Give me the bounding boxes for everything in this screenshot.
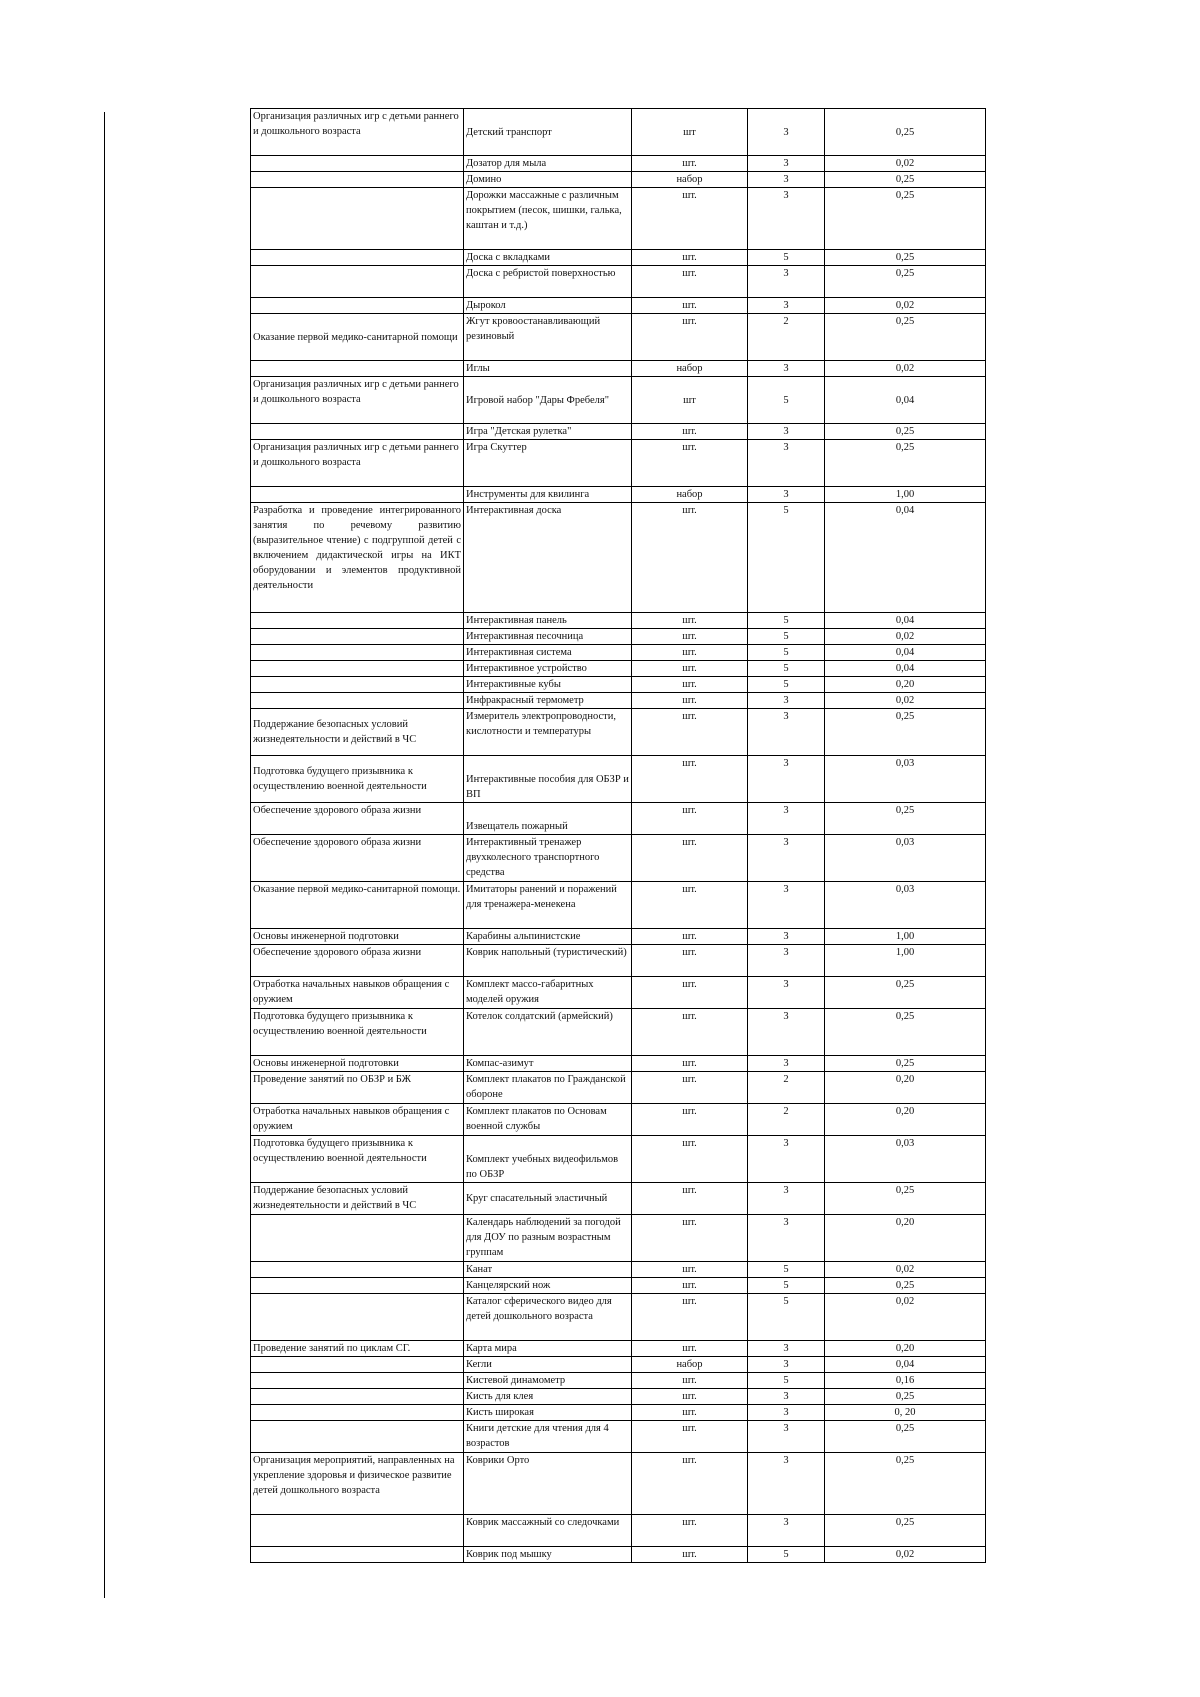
norm-cell: 0,02 xyxy=(825,1547,986,1563)
unit-cell: шт. xyxy=(632,1515,748,1547)
item-cell: Кисть для клея xyxy=(464,1389,632,1405)
qty-cell: 3 xyxy=(748,1215,825,1262)
table-row xyxy=(251,1183,986,1215)
unit-cell: шт. xyxy=(632,424,748,440)
table-row xyxy=(251,361,986,377)
unit-cell: шт. xyxy=(632,977,748,1009)
unit-cell: шт. xyxy=(632,945,748,977)
norm-cell: 0,25 xyxy=(825,440,986,487)
table-row xyxy=(251,613,986,629)
activity-cell: Обеспечение здорового образа жизни xyxy=(251,835,464,882)
item-cell: Интерактивная панель xyxy=(464,613,632,629)
item-cell: Комплект учебных видеофильмов по ОБЗР xyxy=(464,1136,632,1183)
table-row xyxy=(251,661,986,677)
qty-cell: 3 xyxy=(748,361,825,377)
activity-cell xyxy=(251,613,464,629)
norm-cell: 1,00 xyxy=(825,945,986,977)
activity-cell xyxy=(251,1373,464,1389)
item-cell: Извещатель пожарный xyxy=(464,803,632,835)
item-cell: Доска с вкладками xyxy=(464,250,632,266)
norm-cell: 0,20 xyxy=(825,1104,986,1136)
activity-cell xyxy=(251,424,464,440)
unit-cell: шт. xyxy=(632,1072,748,1104)
item-cell: Игровой набор "Дары Фребеля" xyxy=(464,377,632,424)
unit-cell: шт. xyxy=(632,882,748,929)
norm-cell: 0,25 xyxy=(825,1421,986,1453)
unit-cell: шт. xyxy=(632,314,748,361)
unit-cell: шт. xyxy=(632,250,748,266)
activity-cell: Поддержание безопасных условий жизнедеятельности и действий в ЧС xyxy=(251,1183,464,1215)
table-row xyxy=(251,266,986,298)
table-row xyxy=(251,1056,986,1072)
activity-cell: Подготовка будущего призывника к осуществлению военной деятельности xyxy=(251,1009,464,1056)
table-row xyxy=(251,1515,986,1547)
activity-cell xyxy=(251,1294,464,1341)
qty-cell: 3 xyxy=(748,1341,825,1357)
activity-cell: Поддержание безопасных условий жизнедеятельности и действий в ЧС xyxy=(251,709,464,756)
qty-cell: 2 xyxy=(748,1104,825,1136)
equipment-table xyxy=(250,108,986,1563)
unit-cell: шт. xyxy=(632,629,748,645)
qty-cell: 3 xyxy=(748,929,825,945)
qty-cell: 3 xyxy=(748,1056,825,1072)
table-row xyxy=(251,1262,986,1278)
item-cell: Игра "Детская рулетка" xyxy=(464,424,632,440)
norm-cell: 0,25 xyxy=(825,314,986,361)
unit-cell: набор xyxy=(632,361,748,377)
table-row xyxy=(251,1072,986,1104)
activity-cell xyxy=(251,487,464,503)
qty-cell: 2 xyxy=(748,314,825,361)
table-row xyxy=(251,314,986,361)
table-row xyxy=(251,629,986,645)
unit-cell: шт. xyxy=(632,1215,748,1262)
unit-cell: шт. xyxy=(632,188,748,250)
item-cell: Календарь наблюдений за погодой для ДОУ по разным возрастным группам xyxy=(464,1215,632,1262)
unit-cell: шт. xyxy=(632,661,748,677)
unit-cell: шт. xyxy=(632,803,748,835)
activity-cell: Оказание первой медико-санитарной помощи. xyxy=(251,882,464,929)
norm-cell: 0,25 xyxy=(825,1453,986,1515)
norm-cell: 1,00 xyxy=(825,487,986,503)
table-row xyxy=(251,882,986,929)
table-row xyxy=(251,1136,986,1183)
activity-cell xyxy=(251,661,464,677)
norm-cell: 0,25 xyxy=(825,188,986,250)
qty-cell: 3 xyxy=(748,977,825,1009)
norm-cell: 1,00 xyxy=(825,929,986,945)
item-cell: Интерактивный тренажер двухколесного транспортного средства xyxy=(464,835,632,882)
unit-cell: шт. xyxy=(632,1341,748,1357)
norm-cell: 0,03 xyxy=(825,835,986,882)
qty-cell: 3 xyxy=(748,487,825,503)
item-cell: Котелок солдатский (армейский) xyxy=(464,1009,632,1056)
activity-cell: Организация различных игр с детьми раннего и дошкольного возраста xyxy=(251,377,464,424)
qty-cell: 3 xyxy=(748,298,825,314)
item-cell: Дырокол xyxy=(464,298,632,314)
activity-cell xyxy=(251,1278,464,1294)
norm-cell: 0,25 xyxy=(825,1389,986,1405)
norm-cell: 0,25 xyxy=(825,709,986,756)
qty-cell: 3 xyxy=(748,266,825,298)
norm-cell: 0,04 xyxy=(825,1357,986,1373)
qty-cell: 3 xyxy=(748,1183,825,1215)
qty-cell: 5 xyxy=(748,629,825,645)
unit-cell: шт. xyxy=(632,503,748,613)
item-cell: Интерактивное устройство xyxy=(464,661,632,677)
qty-cell: 5 xyxy=(748,1278,825,1294)
activity-cell: Проведение занятий по циклам СГ. xyxy=(251,1341,464,1357)
item-cell: Комплект массо-габаритных моделей оружия xyxy=(464,977,632,1009)
item-cell: Канцелярский нож xyxy=(464,1278,632,1294)
item-cell: Иглы xyxy=(464,361,632,377)
qty-cell: 3 xyxy=(748,1136,825,1183)
activity-cell: Обеспечение здорового образа жизни xyxy=(251,803,464,835)
item-cell: Каталог сферического видео для детей дошкольного возраста xyxy=(464,1294,632,1341)
activity-cell xyxy=(251,629,464,645)
table-row xyxy=(251,1547,986,1563)
unit-cell: шт. xyxy=(632,266,748,298)
qty-cell: 3 xyxy=(748,1405,825,1421)
qty-cell: 5 xyxy=(748,1373,825,1389)
table-row xyxy=(251,1294,986,1341)
activity-cell: Основы инженерной подготовки xyxy=(251,929,464,945)
activity-cell xyxy=(251,156,464,172)
table-row xyxy=(251,1453,986,1515)
item-cell: Коврики Орто xyxy=(464,1453,632,1515)
norm-cell: 0,25 xyxy=(825,1056,986,1072)
qty-cell: 3 xyxy=(748,882,825,929)
item-cell: Игра Скуттер xyxy=(464,440,632,487)
item-cell: Жгут кровоостанавливающий резиновый xyxy=(464,314,632,361)
qty-cell: 3 xyxy=(748,1389,825,1405)
qty-cell: 3 xyxy=(748,803,825,835)
qty-cell: 3 xyxy=(748,1421,825,1453)
table-row xyxy=(251,503,986,613)
activity-cell xyxy=(251,1547,464,1563)
qty-cell: 3 xyxy=(748,709,825,756)
table-row xyxy=(251,1104,986,1136)
qty-cell: 2 xyxy=(748,1072,825,1104)
norm-cell: 0,02 xyxy=(825,1262,986,1278)
qty-cell: 3 xyxy=(748,172,825,188)
norm-cell: 0,04 xyxy=(825,377,986,424)
qty-cell: 5 xyxy=(748,645,825,661)
activity-cell: Отработка начальных навыков обращения с оружием xyxy=(251,977,464,1009)
unit-cell: шт. xyxy=(632,613,748,629)
unit-cell: шт. xyxy=(632,756,748,803)
norm-cell: 0,04 xyxy=(825,661,986,677)
norm-cell: 0,04 xyxy=(825,613,986,629)
unit-cell: шт. xyxy=(632,709,748,756)
unit-cell: шт. xyxy=(632,929,748,945)
item-cell: Дорожки массажные с различным покрытием (песок, шишки, галька, каштан и т.д.) xyxy=(464,188,632,250)
item-cell: Интерактивная система xyxy=(464,645,632,661)
activity-cell: Подготовка будущего призывника к осуществлению военной деятельности xyxy=(251,756,464,803)
norm-cell: 0,04 xyxy=(825,503,986,613)
table-row xyxy=(251,803,986,835)
item-cell: Комплект плакатов по Основам военной службы xyxy=(464,1104,632,1136)
norm-cell: 0,16 xyxy=(825,1373,986,1389)
qty-cell: 3 xyxy=(748,1453,825,1515)
item-cell: Интерактивные пособия для ОБЗР и ВП xyxy=(464,756,632,803)
norm-cell: 0,20 xyxy=(825,677,986,693)
table-row xyxy=(251,1215,986,1262)
activity-cell xyxy=(251,1262,464,1278)
activity-cell xyxy=(251,645,464,661)
unit-cell: шт. xyxy=(632,677,748,693)
table-row xyxy=(251,977,986,1009)
table-row xyxy=(251,1341,986,1357)
item-cell: Домино xyxy=(464,172,632,188)
table-row xyxy=(251,487,986,503)
qty-cell: 3 xyxy=(748,693,825,709)
item-cell: Коврик под мышку xyxy=(464,1547,632,1563)
item-cell: Кисть широкая xyxy=(464,1405,632,1421)
table-row xyxy=(251,645,986,661)
norm-cell: 0,02 xyxy=(825,693,986,709)
norm-cell: 0,04 xyxy=(825,645,986,661)
activity-cell xyxy=(251,677,464,693)
unit-cell: шт. xyxy=(632,1547,748,1563)
qty-cell: 5 xyxy=(748,1262,825,1278)
qty-cell: 3 xyxy=(748,188,825,250)
qty-cell: 3 xyxy=(748,156,825,172)
qty-cell: 5 xyxy=(748,661,825,677)
table-row xyxy=(251,756,986,803)
unit-cell: шт. xyxy=(632,1104,748,1136)
unit-cell: шт. xyxy=(632,1056,748,1072)
activity-cell xyxy=(251,693,464,709)
qty-cell: 3 xyxy=(748,424,825,440)
qty-cell: 5 xyxy=(748,613,825,629)
activity-cell xyxy=(251,266,464,298)
table-row xyxy=(251,156,986,172)
item-cell: Имитаторы ранений и поражений для тренажера-менекена xyxy=(464,882,632,929)
table-row xyxy=(251,298,986,314)
norm-cell: 0,02 xyxy=(825,629,986,645)
norm-cell: 0,25 xyxy=(825,1183,986,1215)
unit-cell: шт. xyxy=(632,693,748,709)
table-row xyxy=(251,1278,986,1294)
table-row xyxy=(251,172,986,188)
norm-cell: 0,20 xyxy=(825,1341,986,1357)
table-row xyxy=(251,945,986,977)
table-row xyxy=(251,1405,986,1421)
activity-cell xyxy=(251,361,464,377)
qty-cell: 3 xyxy=(748,835,825,882)
table-row xyxy=(251,424,986,440)
item-cell: Коврик массажный со следочками xyxy=(464,1515,632,1547)
activity-cell: Проведение занятий по ОБЗР и БЖ xyxy=(251,1072,464,1104)
table-row xyxy=(251,188,986,250)
norm-cell: 0, 20 xyxy=(825,1405,986,1421)
qty-cell: 5 xyxy=(748,250,825,266)
unit-cell: шт. xyxy=(632,1373,748,1389)
unit-cell: шт. xyxy=(632,1421,748,1453)
table-row xyxy=(251,1421,986,1453)
unit-cell: шт. xyxy=(632,1262,748,1278)
activity-cell xyxy=(251,1357,464,1373)
table-row xyxy=(251,1009,986,1056)
qty-cell: 5 xyxy=(748,1294,825,1341)
unit-cell: шт. xyxy=(632,298,748,314)
qty-cell: 3 xyxy=(748,109,825,156)
unit-cell: набор xyxy=(632,172,748,188)
activity-cell xyxy=(251,1215,464,1262)
unit-cell: шт. xyxy=(632,835,748,882)
norm-cell: 0,25 xyxy=(825,1009,986,1056)
qty-cell: 3 xyxy=(748,945,825,977)
qty-cell: 5 xyxy=(748,377,825,424)
item-cell: Комплект плакатов по Гражданской обороне xyxy=(464,1072,632,1104)
table-row xyxy=(251,835,986,882)
item-cell: Дозатор для мыла xyxy=(464,156,632,172)
norm-cell: 0,25 xyxy=(825,803,986,835)
qty-cell: 3 xyxy=(748,756,825,803)
activity-cell xyxy=(251,250,464,266)
item-cell: Инструменты для квилинга xyxy=(464,487,632,503)
table-row xyxy=(251,709,986,756)
qty-cell: 5 xyxy=(748,1547,825,1563)
norm-cell: 0,25 xyxy=(825,109,986,156)
norm-cell: 0,25 xyxy=(825,172,986,188)
table-row xyxy=(251,250,986,266)
qty-cell: 5 xyxy=(748,677,825,693)
norm-cell: 0,03 xyxy=(825,882,986,929)
norm-cell: 0,02 xyxy=(825,361,986,377)
unit-cell: шт xyxy=(632,377,748,424)
table-body xyxy=(251,109,986,1563)
norm-cell: 0,02 xyxy=(825,298,986,314)
norm-cell: 0,25 xyxy=(825,424,986,440)
activity-cell xyxy=(251,1389,464,1405)
activity-cell: Организация различных игр с детьми раннего и дошкольного возраста xyxy=(251,440,464,487)
item-cell: Круг спасательный эластичный xyxy=(464,1183,632,1215)
table-row xyxy=(251,929,986,945)
unit-cell: шт. xyxy=(632,645,748,661)
unit-cell: шт. xyxy=(632,1389,748,1405)
norm-cell: 0,02 xyxy=(825,156,986,172)
activity-cell: Оказание первой медико-санитарной помощи xyxy=(251,314,464,361)
activity-cell: Основы инженерной подготовки xyxy=(251,1056,464,1072)
item-cell: Коврик напольный (туристический) xyxy=(464,945,632,977)
item-cell: Интерактивная песочница xyxy=(464,629,632,645)
table-row xyxy=(251,440,986,487)
qty-cell: 3 xyxy=(748,1357,825,1373)
unit-cell: шт. xyxy=(632,1278,748,1294)
qty-cell: 3 xyxy=(748,1515,825,1547)
unit-cell: шт. xyxy=(632,1136,748,1183)
qty-cell: 3 xyxy=(748,440,825,487)
unit-cell: набор xyxy=(632,1357,748,1373)
table-row xyxy=(251,693,986,709)
norm-cell: 0,20 xyxy=(825,1215,986,1262)
qty-cell: 5 xyxy=(748,503,825,613)
item-cell: Доска с ребристой поверхностью xyxy=(464,266,632,298)
activity-cell: Подготовка будущего призывника к осуществлению военной деятельности xyxy=(251,1136,464,1183)
table-row xyxy=(251,1357,986,1373)
norm-cell: 0,20 xyxy=(825,1072,986,1104)
unit-cell: шт. xyxy=(632,1294,748,1341)
table-row xyxy=(251,377,986,424)
unit-cell: шт. xyxy=(632,440,748,487)
table-row xyxy=(251,109,986,156)
activity-cell xyxy=(251,172,464,188)
item-cell: Интерактивная доска xyxy=(464,503,632,613)
table-row xyxy=(251,677,986,693)
margin-line xyxy=(104,112,105,1598)
norm-cell: 0,03 xyxy=(825,1136,986,1183)
item-cell: Кегли xyxy=(464,1357,632,1373)
item-cell: Кистевой динамометр xyxy=(464,1373,632,1389)
activity-cell: Отработка начальных навыков обращения с оружием xyxy=(251,1104,464,1136)
item-cell: Детский транспорт xyxy=(464,109,632,156)
unit-cell: шт. xyxy=(632,1405,748,1421)
item-cell: Измеритель электропроводности, кислотности и температуры xyxy=(464,709,632,756)
unit-cell: набор xyxy=(632,487,748,503)
activity-cell xyxy=(251,1405,464,1421)
unit-cell: шт xyxy=(632,109,748,156)
activity-cell: Обеспечение здорового образа жизни xyxy=(251,945,464,977)
item-cell: Книги детские для чтения для 4 возрастов xyxy=(464,1421,632,1453)
norm-cell: 0,25 xyxy=(825,250,986,266)
norm-cell: 0,25 xyxy=(825,1515,986,1547)
unit-cell: шт. xyxy=(632,1183,748,1215)
item-cell: Канат xyxy=(464,1262,632,1278)
activity-cell: Организация различных игр с детьми раннего и дошкольного возраста xyxy=(251,109,464,156)
item-cell: Карабины альпинистские xyxy=(464,929,632,945)
item-cell: Карта мира xyxy=(464,1341,632,1357)
norm-cell: 0,02 xyxy=(825,1294,986,1341)
activity-cell: Разработка и проведение интегрированного занятия по речевому развитию (выразительное чтение) с подгруппой детей с включением дидактической игры на ИКТ оборудовании и элементов продуктивной деятельности xyxy=(251,503,464,613)
item-cell: Инфракрасный термометр xyxy=(464,693,632,709)
activity-cell: Организация мероприятий, направленных на укрепление здоровья и физическое развитие детей дошкольного возраста xyxy=(251,1453,464,1515)
table-row xyxy=(251,1389,986,1405)
unit-cell: шт. xyxy=(632,1009,748,1056)
norm-cell: 0,25 xyxy=(825,1278,986,1294)
norm-cell: 0,25 xyxy=(825,977,986,1009)
norm-cell: 0,25 xyxy=(825,266,986,298)
activity-cell xyxy=(251,1421,464,1453)
activity-cell xyxy=(251,298,464,314)
activity-cell xyxy=(251,188,464,250)
qty-cell: 3 xyxy=(748,1009,825,1056)
item-cell: Интерактивные кубы xyxy=(464,677,632,693)
norm-cell: 0,03 xyxy=(825,756,986,803)
item-cell: Компас-азимут xyxy=(464,1056,632,1072)
table-row xyxy=(251,1373,986,1389)
unit-cell: шт. xyxy=(632,1453,748,1515)
activity-cell xyxy=(251,1515,464,1547)
unit-cell: шт. xyxy=(632,156,748,172)
